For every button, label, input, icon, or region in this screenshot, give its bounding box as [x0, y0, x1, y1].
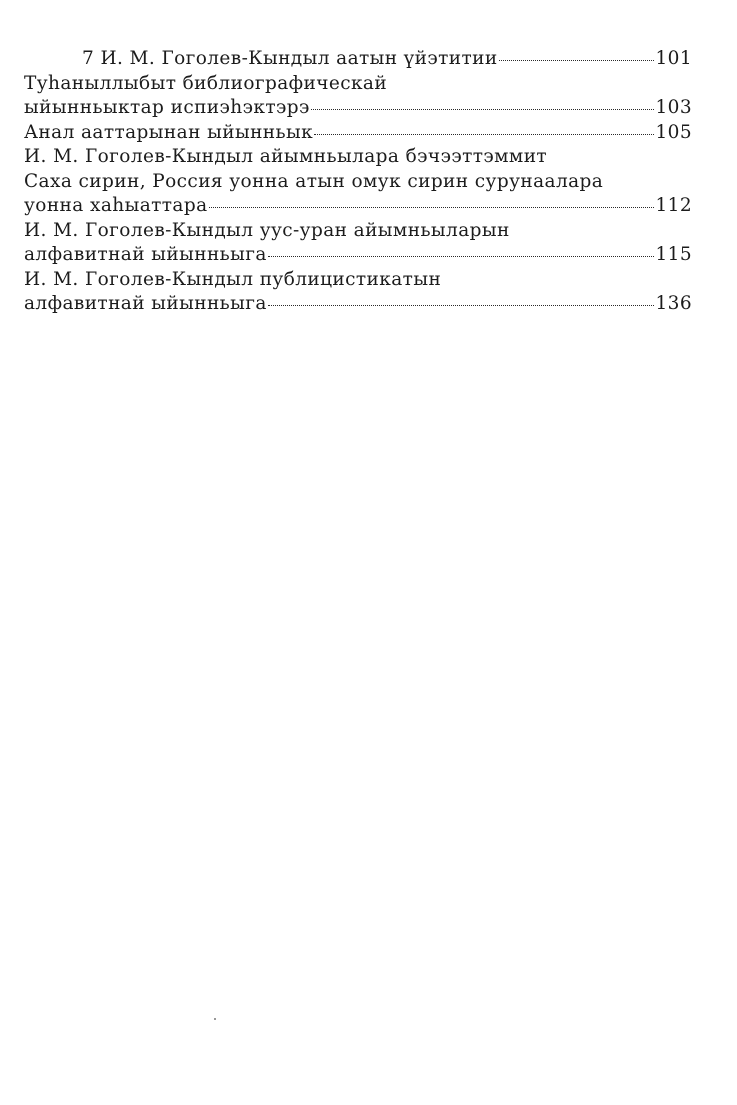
toc-entry — [24, 268, 692, 317]
toc-entry-line — [24, 47, 692, 72]
dot-leader — [209, 207, 655, 208]
toc-entry-title: 7 И. М. Гоголев-Кындыл аатын үйэтитии — [82, 48, 498, 69]
toc-entry-title-line: И. М. Гоголев-Кындыл публицистикатын — [24, 268, 442, 290]
scan-speck — [214, 1018, 216, 1020]
toc-entry-line — [24, 292, 692, 317]
table-of-contents — [24, 47, 692, 317]
dot-leader — [268, 305, 655, 306]
toc-page-number: 136 — [655, 293, 692, 314]
dot-leader — [499, 60, 655, 61]
toc-page-number: 101 — [655, 48, 692, 69]
toc-entry-line — [24, 96, 692, 121]
toc-page-number: 112 — [655, 195, 692, 216]
toc-entry-title-line: Саха сирин, Россия уонна атын омук сирин сурунаалара — [24, 170, 604, 192]
toc-page-number: 105 — [655, 121, 692, 143]
dot-leader — [314, 134, 654, 135]
toc-entry — [24, 121, 692, 146]
toc-entry — [24, 145, 692, 219]
toc-entry-line — [24, 243, 692, 268]
toc-entry-title-line: Туһаныллыбыт библиографическай — [24, 72, 388, 94]
toc-entry — [24, 72, 692, 121]
dot-leader — [311, 109, 655, 110]
toc-entry-line — [24, 194, 692, 219]
toc-page-number: 115 — [655, 244, 692, 265]
dot-leader — [268, 256, 655, 257]
toc-entry-title-line: И. М. Гоголев-Кындыл айымньылара бэчээттэммит — [24, 146, 548, 167]
toc-entry-title: Анал ааттарынан ыйынньык — [24, 121, 314, 143]
toc-entry-title-line: И. М. Гоголев-Кындыл уус-уран айымньыларын — [24, 219, 510, 241]
toc-entry-title: ыйынньыктар испиэһэктэрэ — [24, 97, 310, 118]
toc-entry — [24, 219, 692, 268]
toc-entry — [24, 47, 692, 72]
toc-page-number: 103 — [655, 97, 692, 118]
toc-entry-line — [24, 121, 692, 146]
toc-entry-title: алфавитнай ыйынньыга — [24, 293, 267, 314]
toc-entry-title: алфавитнай ыйынньыга — [24, 244, 267, 265]
toc-entry-title: уонна хаһыаттара — [24, 195, 208, 216]
